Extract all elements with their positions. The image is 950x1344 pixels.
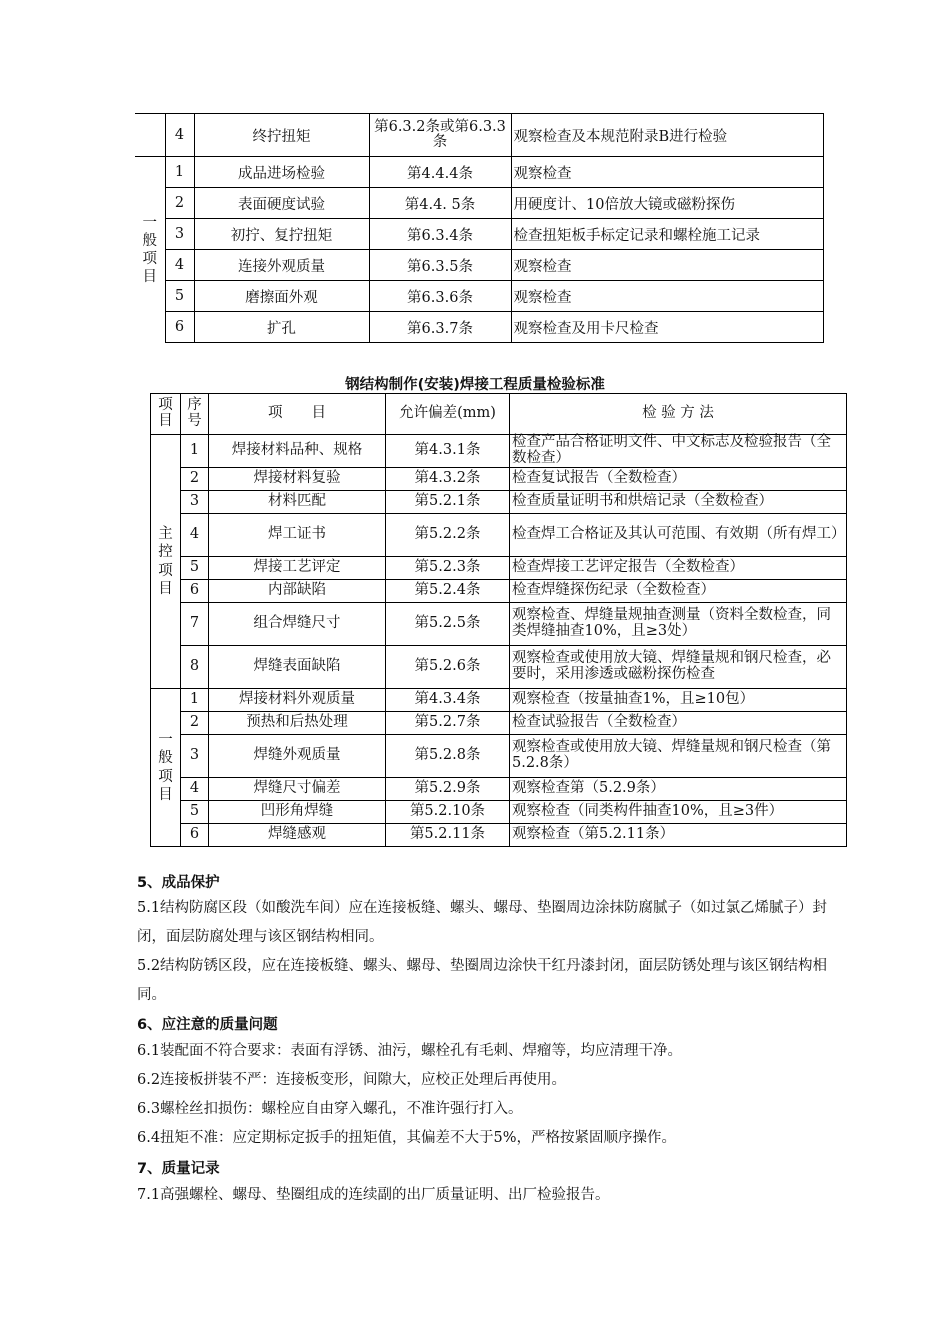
section-heading-quality-issues: 6、应注意的质量问题 [137,1017,278,1033]
table-row [151,557,847,580]
method-cell: 观察检查（第5.2.11条） [510,824,847,847]
section-heading-quality-records: 7、质量记录 [137,1161,220,1177]
paragraph: 6.4扭矩不准：应定期标定扳手的扭矩值，其偏差不大于5%，严格按紧固顺序操作。 [137,1130,677,1146]
method-cell: 观察检查及用卡尺检查 [511,312,823,343]
method-cell: 检查焊缝探伤纪录（全数检查） [510,580,847,603]
item-cell: 焊接材料复验 [209,468,386,491]
method-cell: 检查试验报告（全数检查） [510,712,847,735]
paragraph: 6.3螺栓丝扣损伤：螺栓应自由穿入螺孔，不准许强行打入。 [137,1101,523,1117]
table-row [151,824,847,847]
seq-cell: 3 [165,219,194,250]
method-cell: 观察检查（同类构件抽查10%，且≥3件） [510,801,847,824]
table-row [151,435,847,468]
header-seq: 序号 [181,394,209,435]
clause-cell: 第5.2.8条 [386,735,510,778]
seq-cell: 2 [165,188,194,219]
header-row [151,394,847,435]
clause-cell: 第4.3.2条 [386,468,510,491]
clause-cell: 第4.4. 5条 [369,188,511,219]
table-row [135,281,823,312]
seq-cell: 6 [165,312,194,343]
header-tolerance: 允许偏差(mm) [386,394,510,435]
table-title: 钢结构制作(安装)焊接工程质量检验标准 [345,377,605,393]
item-cell: 焊接材料外观质量 [209,689,386,712]
seq-cell: 1 [181,689,209,712]
table-row [151,514,847,557]
seq-cell: 6 [181,580,209,603]
seq-cell: 6 [181,824,209,847]
clause-cell: 第5.2.3条 [386,557,510,580]
table-row [151,468,847,491]
item-cell: 磨擦面外观 [194,281,369,312]
table-row [151,689,847,712]
item-cell: 终拧扭矩 [194,114,369,157]
table-row [135,250,823,281]
table-row [135,188,823,219]
paragraph: 6.2连接板拼装不严：连接板变形，间隙大，应校正处理后再使用。 [137,1072,567,1088]
seq-cell: 4 [165,250,194,281]
seq-cell: 8 [181,646,209,689]
table-row [135,157,823,188]
paragraph: 5.2结构防锈区段，应在连接板缝、螺头、螺母、垫圈周边涂快干红丹漆封闭，面层防锈处理与该区钢结构相同。 [137,958,828,1003]
method-cell: 用硬度计、10倍放大镜或磁粉探伤 [511,188,823,219]
table-row [151,735,847,778]
clause-cell: 第5.2.10条 [386,801,510,824]
group-general-label: 一般项目 [151,689,181,847]
group-general-label: 一般项目 [135,157,165,343]
seq-cell: 5 [165,281,194,312]
table-row [151,603,847,646]
item-cell: 预热和后热处理 [209,712,386,735]
seq-cell: 4 [181,514,209,557]
item-cell: 扩孔 [194,312,369,343]
clause-cell: 第5.2.5条 [386,603,510,646]
clause-cell: 第6.3.7条 [369,312,511,343]
clause-cell: 第6.3.5条 [369,250,511,281]
table-row [151,580,847,603]
method-cell: 检查产品合格证明文件、中文标志及检验报告（全数检查） [510,435,847,468]
clause-cell: 第4.3.4条 [386,689,510,712]
item-cell: 焊接材料品种、规格 [209,435,386,468]
seq-cell: 1 [181,435,209,468]
item-cell: 焊缝表面缺陷 [209,646,386,689]
method-cell: 观察检查或使用放大镜、焊缝量规和钢尺检查，必要时，采用渗透或磁粉探伤检查 [510,646,847,689]
table-row [151,778,847,801]
seq-cell: 4 [181,778,209,801]
clause-cell: 第6.3.4条 [369,219,511,250]
method-cell: 检查质量证明书和烘焙记录（全数检查） [510,491,847,514]
header-method: 检 验 方 法 [510,394,847,435]
item-cell: 焊缝尺寸偏差 [209,778,386,801]
table-row [135,114,823,157]
method-cell: 检查焊接工艺评定报告（全数检查） [510,557,847,580]
paragraph: 5.1结构防腐区段（如酸洗车间）应在连接板缝、螺头、螺母、垫圈周边涂抹防腐腻子（如过氯乙烯腻子）封闭，面层防腐处理与该区钢结构相同。 [137,900,828,945]
clause-cell: 第4.4.4条 [369,157,511,188]
header-item: 项 目 [209,394,386,435]
category-cell [135,114,165,157]
paragraph: 6.1装配面不符合要求：表面有浮锈、油污，螺栓孔有毛刺、焊瘤等，均应清理干净。 [137,1043,683,1059]
bolt-inspection-table [135,113,824,343]
seq-cell: 1 [165,157,194,188]
clause-cell: 第4.3.1条 [386,435,510,468]
item-cell: 组合焊缝尺寸 [209,603,386,646]
header-category: 项目 [151,394,181,435]
method-cell: 检查复试报告（全数检查） [510,468,847,491]
item-cell: 焊缝感观 [209,824,386,847]
item-cell: 材料匹配 [209,491,386,514]
table-row [135,219,823,250]
group-main-label: 主控项目 [151,435,181,689]
welding-inspection-table [150,393,847,847]
table-row [151,491,847,514]
item-cell: 焊缝外观质量 [209,735,386,778]
table-row [151,712,847,735]
method-cell: 观察检查第（5.2.9条） [510,778,847,801]
paragraph: 7.1高强螺栓、螺母、垫圈组成的连续副的出厂质量证明、出厂检验报告。 [137,1187,610,1203]
item-cell: 内部缺陷 [209,580,386,603]
item-cell: 焊接工艺评定 [209,557,386,580]
method-cell: 观察检查 [511,281,823,312]
clause-cell: 第6.3.2条或第6.3.3条 [369,114,511,157]
item-cell: 表面硬度试验 [194,188,369,219]
method-cell: 观察检查 [511,250,823,281]
clause-cell: 第5.2.4条 [386,580,510,603]
item-cell: 成品进场检验 [194,157,369,188]
clause-cell: 第5.2.9条 [386,778,510,801]
section-heading-product-protection: 5、成品保护 [137,875,220,891]
seq-cell: 2 [181,712,209,735]
clause-cell: 第5.2.1条 [386,491,510,514]
clause-cell: 第6.3.6条 [369,281,511,312]
method-cell: 观察检查 [511,157,823,188]
method-cell: 检查扭矩板手标定记录和螺栓施工记录 [511,219,823,250]
table-row [151,801,847,824]
item-cell: 焊工证书 [209,514,386,557]
method-cell: 观察检查或使用放大镜、焊缝量规和钢尺检查（第5.2.8条） [510,735,847,778]
clause-cell: 第5.2.2条 [386,514,510,557]
method-cell: 观察检查及本规范附录B进行检验 [511,114,823,157]
method-cell: 观察检查（按量抽查1%，且≥10包） [510,689,847,712]
item-cell: 连接外观质量 [194,250,369,281]
seq-cell: 5 [181,557,209,580]
seq-cell: 5 [181,801,209,824]
table-row [151,646,847,689]
seq-cell: 4 [165,114,194,157]
item-cell: 初拧、复拧扭矩 [194,219,369,250]
seq-cell: 3 [181,735,209,778]
seq-cell: 2 [181,468,209,491]
method-cell: 观察检查、焊缝量规抽查测量（资料全数检查，同类焊缝抽查10%，且≥3处） [510,603,847,646]
table-row [135,312,823,343]
method-cell: 检查焊工合格证及其认可范围、有效期（所有焊工） [510,514,847,557]
clause-cell: 第5.2.7条 [386,712,510,735]
clause-cell: 第5.2.6条 [386,646,510,689]
clause-cell: 第5.2.11条 [386,824,510,847]
seq-cell: 3 [181,491,209,514]
seq-cell: 7 [181,603,209,646]
item-cell: 凹形角焊缝 [209,801,386,824]
